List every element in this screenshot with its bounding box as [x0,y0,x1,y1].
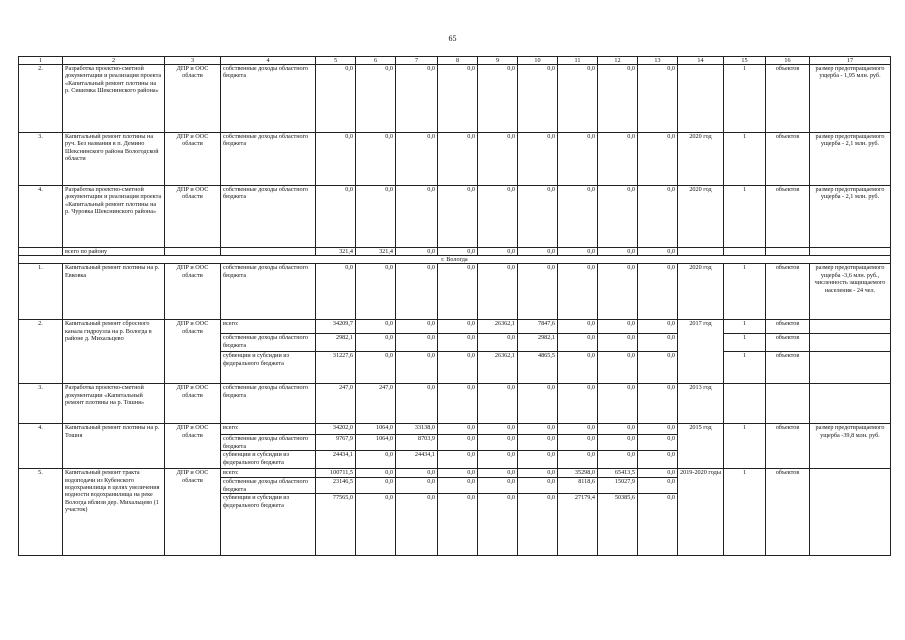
value-cell: 0,0 [356,264,396,320]
measure-name: Капитальный ремонт плотины на р. Евковка [63,264,165,320]
unit: объектов [766,264,810,320]
value-cell: 0,0 [396,494,438,556]
value-cell: 0,0 [518,478,558,494]
deadline [678,248,724,256]
value-cell: 34202,0 [316,424,356,435]
value-cell: 0,0 [598,248,638,256]
value-cell: 0,0 [478,435,518,451]
col-header: 3 [165,57,221,65]
value-cell: 0,0 [438,469,478,478]
value-cell: 23146,5 [316,478,356,494]
value-cell: 0,0 [438,478,478,494]
quantity: 1 [724,424,766,469]
value-cell: 0,0 [396,186,438,248]
unit: объектов [766,65,810,133]
value-cell: 8703,9 [396,435,438,451]
value-cell: 0,0 [356,320,396,334]
value-cell: 24434,1 [316,451,356,469]
table-row [19,424,891,435]
result: размер предотвращаемого ущерба -39,8 млн. руб. [810,424,891,469]
value-cell: 0,0 [558,451,598,469]
row-number: 1. [19,264,63,320]
quantity: 1 [724,186,766,248]
value-cell: 0,0 [478,264,518,320]
value-cell: 100711,5 [316,469,356,478]
value-cell: 0,0 [638,264,678,320]
quantity: 1 [724,469,766,556]
value-cell: 0,0 [438,352,478,384]
value-cell: 50385,6 [598,494,638,556]
measure-name: Капитальный ремонт плотины на р. Тошня [63,424,165,469]
unit [766,248,810,256]
value-cell: 0,0 [478,494,518,556]
value-cell: 0,0 [356,133,396,186]
quantity: 1 [724,264,766,320]
col-header: 8 [438,57,478,65]
value-cell: 33138,0 [396,424,438,435]
table-row [19,133,891,186]
value-cell: 0,0 [518,65,558,133]
value-cell: 0,0 [438,65,478,133]
value-cell: 4865,5 [518,352,558,384]
value-cell: 0,0 [478,334,518,352]
col-header: 17 [810,57,891,65]
value-cell: 0,0 [518,435,558,451]
value-cell: 0,0 [396,133,438,186]
value-cell: 321,4 [316,248,356,256]
column-number-row [19,57,891,65]
value-cell: 0,0 [598,65,638,133]
value-cell: 0,0 [396,248,438,256]
col-header: 5 [316,57,356,65]
table-row [19,65,891,133]
value-cell: 0,0 [558,424,598,435]
measure-name: Капитальный ремонт тракта водоподачи из Кубенского водохранилища в целях увеличения водности водохранилища на реке Вологда вблизи дер. Михальцево (1 участок) [63,469,165,556]
total-row [19,248,891,256]
measure-name: Разработка проектно-сметной документации «Капитальный ремонт плотины на р. Тошня» [63,384,165,424]
executor: ДПР и ООС области [165,186,221,248]
value-cell: 35298,0 [558,469,598,478]
funding-source: субвенции и субсидии из федерального бюджета [221,494,316,556]
value-cell: 247,0 [356,384,396,424]
result: размер предотвращаемого ущерба -3,6 млн. руб., численность защищаемого населения - 24 чел. [810,264,891,320]
result: размер предотвращаемого ущерба - 2,1 млн. руб. [810,186,891,248]
col-header: 16 [766,57,810,65]
deadline: 2020 год [678,264,724,320]
value-cell: 0,0 [558,334,598,352]
value-cell: 0,0 [438,424,478,435]
program-table [18,56,891,556]
value-cell: 0,0 [316,133,356,186]
value-cell: 0,0 [356,494,396,556]
executor: ДПР и ООС области [165,320,221,384]
row-number: 3. [19,133,63,186]
funding-source [221,248,316,256]
value-cell: 0,0 [638,133,678,186]
value-cell: 0,0 [316,264,356,320]
executor: ДПР и ООС области [165,264,221,320]
value-cell: 0,0 [518,384,558,424]
value-cell: 0,0 [638,435,678,451]
measure-name: Разработка проектно-сметной документации и реализация проекта «Капитальный ремонт плотины на р. Сишемка Шекснинского района» [63,65,165,133]
funding-source: всего: [221,320,316,334]
row-number: 2. [19,65,63,133]
col-header: 13 [638,57,678,65]
funding-source: собственные доходы областного бюджета [221,384,316,424]
deadline: 2019-2020 годы [678,469,724,556]
value-cell: 0,0 [438,451,478,469]
value-cell: 0,0 [438,494,478,556]
value-cell: 0,0 [396,478,438,494]
col-header: 14 [678,57,724,65]
value-cell: 247,0 [316,384,356,424]
value-cell: 0,0 [638,65,678,133]
value-cell: 0,0 [396,264,438,320]
row-number: 4. [19,186,63,248]
funding-source: собственные доходы областного бюджета [221,264,316,320]
value-cell: 0,0 [558,320,598,334]
executor: ДПР и ООС области [165,384,221,424]
col-header: 10 [518,57,558,65]
value-cell: 0,0 [478,424,518,435]
value-cell: 0,0 [598,424,638,435]
table-row [19,469,891,478]
unit: объектов [766,424,810,469]
value-cell: 7847,6 [518,320,558,334]
measure-name: Капитальный ремонт плотины на руч. Без названия в п. Демино Шекснинского района Вологодской области [63,133,165,186]
row-number: 2. [19,320,63,384]
quantity: 1 [724,334,766,352]
col-header: 1 [19,57,63,65]
value-cell: 0,0 [558,352,598,384]
value-cell: 1064,0 [356,424,396,435]
col-header: 7 [396,57,438,65]
value-cell: 0,0 [356,478,396,494]
unit: объектов [766,469,810,556]
value-cell: 9767,9 [316,435,356,451]
funding-source: собственные доходы областного бюджета [221,334,316,352]
value-cell: 0,0 [396,334,438,352]
unit [766,384,810,424]
funding-source: субвенции и субсидии из федерального бюджета [221,352,316,384]
value-cell: 0,0 [598,320,638,334]
col-header: 12 [598,57,638,65]
deadline: 2020 год [678,186,724,248]
value-cell: 65413,5 [598,469,638,478]
quantity: 1 [724,133,766,186]
value-cell: 34209,7 [316,320,356,334]
value-cell: 0,0 [598,133,638,186]
value-cell: 27179,4 [558,494,598,556]
executor: ДПР и ООС области [165,65,221,133]
value-cell: 0,0 [638,451,678,469]
result [810,352,891,384]
value-cell: 0,0 [438,334,478,352]
value-cell: 0,0 [356,451,396,469]
result [810,248,891,256]
value-cell: 0,0 [356,469,396,478]
value-cell: 0,0 [438,435,478,451]
value-cell: 0,0 [316,186,356,248]
result: размер предотвращаемого ущерба - 1,95 млн. руб. [810,65,891,133]
value-cell: 0,0 [558,435,598,451]
value-cell: 0,0 [638,334,678,352]
value-cell: 0,0 [638,424,678,435]
value-cell: 0,0 [558,264,598,320]
result: размер предотвращаемого ущерба - 2,1 млн. руб. [810,133,891,186]
value-cell: 0,0 [396,384,438,424]
value-cell: 77565,0 [316,494,356,556]
value-cell: 0,0 [518,424,558,435]
value-cell: 0,0 [396,352,438,384]
table-row [19,320,891,334]
value-cell: 0,0 [438,264,478,320]
value-cell: 2982,1 [518,334,558,352]
value-cell: 0,0 [638,478,678,494]
table-row [19,384,891,424]
quantity [724,384,766,424]
funding-source: субвенции и субсидии из федерального бюджета [221,451,316,469]
value-cell: 0,0 [598,334,638,352]
value-cell: 15027,9 [598,478,638,494]
quantity [724,248,766,256]
value-cell: 0,0 [478,248,518,256]
value-cell: 24434,1 [396,451,438,469]
value-cell: 0,0 [558,384,598,424]
city-row [19,256,891,264]
value-cell: 0,0 [356,65,396,133]
value-cell: 0,0 [638,248,678,256]
value-cell: 0,0 [518,248,558,256]
value-cell: 31227,6 [316,352,356,384]
value-cell: 0,0 [478,186,518,248]
value-cell: 0,0 [638,320,678,334]
funding-source: собственные доходы областного бюджета [221,133,316,186]
funding-source: собственные доходы областного бюджета [221,435,316,451]
result [810,334,891,352]
funding-source: собственные доходы областного бюджета [221,478,316,494]
row-number: 3. [19,384,63,424]
value-cell: 0,0 [356,186,396,248]
value-cell: 0,0 [518,264,558,320]
value-cell: 8118,6 [558,478,598,494]
value-cell: 26362,1 [478,320,518,334]
unit: объектов [766,320,810,334]
value-cell: 0,0 [638,384,678,424]
executor [165,248,221,256]
city-header: г. Вологда [19,256,891,264]
row-number [19,248,63,256]
executor: ДПР и ООС области [165,469,221,556]
value-cell: 0,0 [396,320,438,334]
col-header: 15 [724,57,766,65]
value-cell: 0,0 [316,65,356,133]
value-cell: 0,0 [558,248,598,256]
table-row [19,264,891,320]
deadline: 2015 год [678,424,724,469]
value-cell: 0,0 [638,186,678,248]
value-cell: 0,0 [478,478,518,494]
value-cell: 0,0 [438,186,478,248]
row-number: 4. [19,424,63,469]
unit: объектов [766,186,810,248]
unit: объектов [766,133,810,186]
value-cell: 0,0 [438,248,478,256]
value-cell: 0,0 [478,384,518,424]
value-cell: 0,0 [598,435,638,451]
value-cell: 0,0 [518,494,558,556]
value-cell: 0,0 [438,133,478,186]
page-number: 65 [448,34,457,43]
value-cell: 0,0 [558,186,598,248]
result [810,384,891,424]
value-cell: 0,0 [396,65,438,133]
value-cell: 0,0 [638,494,678,556]
deadline: 2017 год [678,320,724,384]
table-row [19,186,891,248]
col-header: 2 [63,57,165,65]
deadline: 2020 год [678,133,724,186]
value-cell: 1064,0 [356,435,396,451]
deadline [678,65,724,133]
value-cell: 0,0 [518,133,558,186]
col-header: 6 [356,57,396,65]
value-cell: 0,0 [478,451,518,469]
value-cell: 0,0 [356,334,396,352]
unit: объектов [766,352,810,384]
value-cell: 0,0 [478,469,518,478]
value-cell: 0,0 [558,65,598,133]
value-cell: 0,0 [598,264,638,320]
col-header: 4 [221,57,316,65]
deadline: 2013 год [678,384,724,424]
value-cell: 0,0 [518,186,558,248]
funding-source: собственные доходы областного бюджета [221,65,316,133]
value-cell: 0,0 [356,352,396,384]
value-cell: 0,0 [518,451,558,469]
funding-source: всего: [221,424,316,435]
col-header: 11 [558,57,598,65]
col-header: 9 [478,57,518,65]
measure-name: Капитальный ремонт сбросного канала гидроузла на р. Вологда в районе д. Михальцево [63,320,165,384]
value-cell: 0,0 [598,451,638,469]
value-cell: 0,0 [558,133,598,186]
quantity: 1 [724,320,766,334]
executor: ДПР и ООС области [165,133,221,186]
measure-name: Разработка проектно-сметной документации и реализация проекта «Капитальный ремонт плотины на р. Чуровка Шекснинского района» [63,186,165,248]
value-cell: 26362,1 [478,352,518,384]
executor: ДПР и ООС области [165,424,221,469]
value-cell: 0,0 [598,186,638,248]
result [810,469,891,556]
funding-source: собственные доходы областного бюджета [221,186,316,248]
value-cell: 0,0 [598,384,638,424]
unit: объектов [766,334,810,352]
value-cell: 0,0 [478,133,518,186]
value-cell: 0,0 [438,384,478,424]
row-number: 5. [19,469,63,556]
value-cell: 0,0 [638,469,678,478]
value-cell: 0,0 [638,352,678,384]
value-cell: 0,0 [478,65,518,133]
funding-source: всего: [221,469,316,478]
value-cell: 2982,1 [316,334,356,352]
value-cell: 0,0 [396,469,438,478]
value-cell: 0,0 [598,352,638,384]
value-cell: 321,4 [356,248,396,256]
value-cell: 0,0 [518,469,558,478]
total-label: всего по району [63,248,165,256]
value-cell: 0,0 [438,320,478,334]
quantity: 1 [724,65,766,133]
quantity: 1 [724,352,766,384]
result [810,320,891,334]
